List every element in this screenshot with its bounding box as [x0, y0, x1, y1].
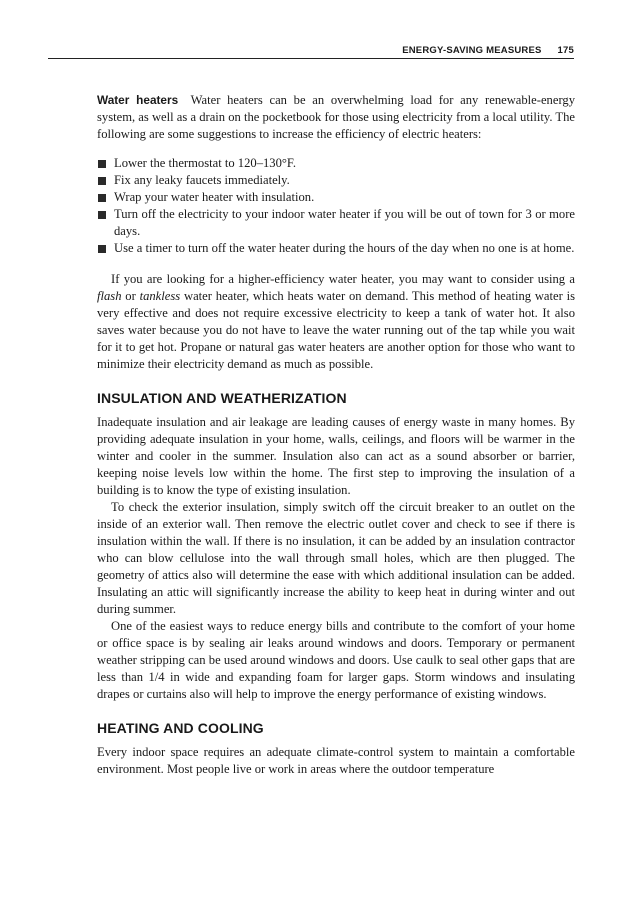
- list-item: Lower the thermostat to 120–130°F.: [97, 155, 575, 172]
- paragraph-text: or: [121, 289, 140, 303]
- paragraph-text: If you are looking for a higher-efficiency water heater, you may want to consider using a: [111, 272, 575, 286]
- heating-paragraph: Every indoor space requires an adequate climate-control system to maintain a comfortable environment. Most people live or work in areas where the outdoor temperature: [97, 745, 575, 776]
- insulation-heading: INSULATION AND WEATHERIZATION: [97, 390, 347, 406]
- water-heater-tips: [97, 155, 575, 257]
- heating-heading: HEATING AND COOLING: [97, 720, 264, 736]
- running-head-title: ENERGY-SAVING MEASURES: [402, 45, 542, 56]
- water-heaters-heading: Water heaters: [97, 93, 179, 107]
- flash-term: flash: [97, 289, 122, 303]
- running-head: [48, 45, 574, 56]
- list-item: Wrap your water heater with insulation.: [97, 189, 575, 206]
- water-heaters-intro-text: Water heaters can be an overwhelming load for any renewable-energy system, as well as a drain on the pocketbook for those using electricity from a local utility. The following are some suggestions to increase the efficiency of electric heaters:: [97, 93, 576, 141]
- water-heaters-paragraph: [97, 271, 575, 373]
- list-item: Turn off the electricity to your indoor water heater if you will be out of town for 3 or more days.: [97, 206, 575, 240]
- insulation-paragraph: Inadequate insulation and air leakage are leading causes of energy waste in many homes. By providing adequate insulation in your home, walls, ceilings, and floors will be warmer in the winter and cooler in the summer. Insulation also can act as a sound absorber or barrier, keeping noise levels low within the home. The first step to improving the insulation of a building is to know the type of existing insulation.: [97, 415, 575, 497]
- page-number: 175: [557, 45, 574, 56]
- list-item: Use a timer to turn off the water heater during the hours of the day when no one is at home.: [97, 240, 575, 257]
- insulation-paragraph: To check the exterior insulation, simply switch off the circuit breaker to an outlet on the inside of an exterior wall. Then remove the electric outlet cover and check to see if there is insulation within the wall. If there is no insulation, it can be added by an insulation contractor who can blow cellulose into the wall through small holes, which are then plugged. The geometry of attics also will determine the ease with which additional insulation can be added. Insulating an attic will significantly increase the ability to keep heat in during winter and out during summer.: [97, 500, 575, 616]
- insulation-paragraph: One of the easiest ways to reduce energy bills and contribute to the comfort of your home or office space is by sealing air leaks around windows and doors. Temporary or permanent weather stripping can be used around windows and doors. Use caulk to seal other gaps that are less than 1/4 in wide and expanding foam for larger gaps. Storm windows and insulating drapes or curtains also will help to improve the energy performance of existing windows.: [97, 619, 575, 701]
- tankless-term: tankless: [139, 289, 181, 303]
- header-rule: [48, 58, 574, 59]
- list-item: Fix any leaky faucets immediately.: [97, 172, 575, 189]
- body-text: [97, 92, 575, 778]
- water-heaters-intro: [97, 92, 575, 143]
- paragraph-text: water heater, which heats water on demand. This method of heating water is very effective and does not require excessive electricity to keep a tank of water hot. It also saves water because you do not have to leave the water running out of the tap while you wait for it to get hot. Propane or natural gas water heaters are another option for those who want to minimize their electricity demand as much as possible.: [97, 289, 575, 371]
